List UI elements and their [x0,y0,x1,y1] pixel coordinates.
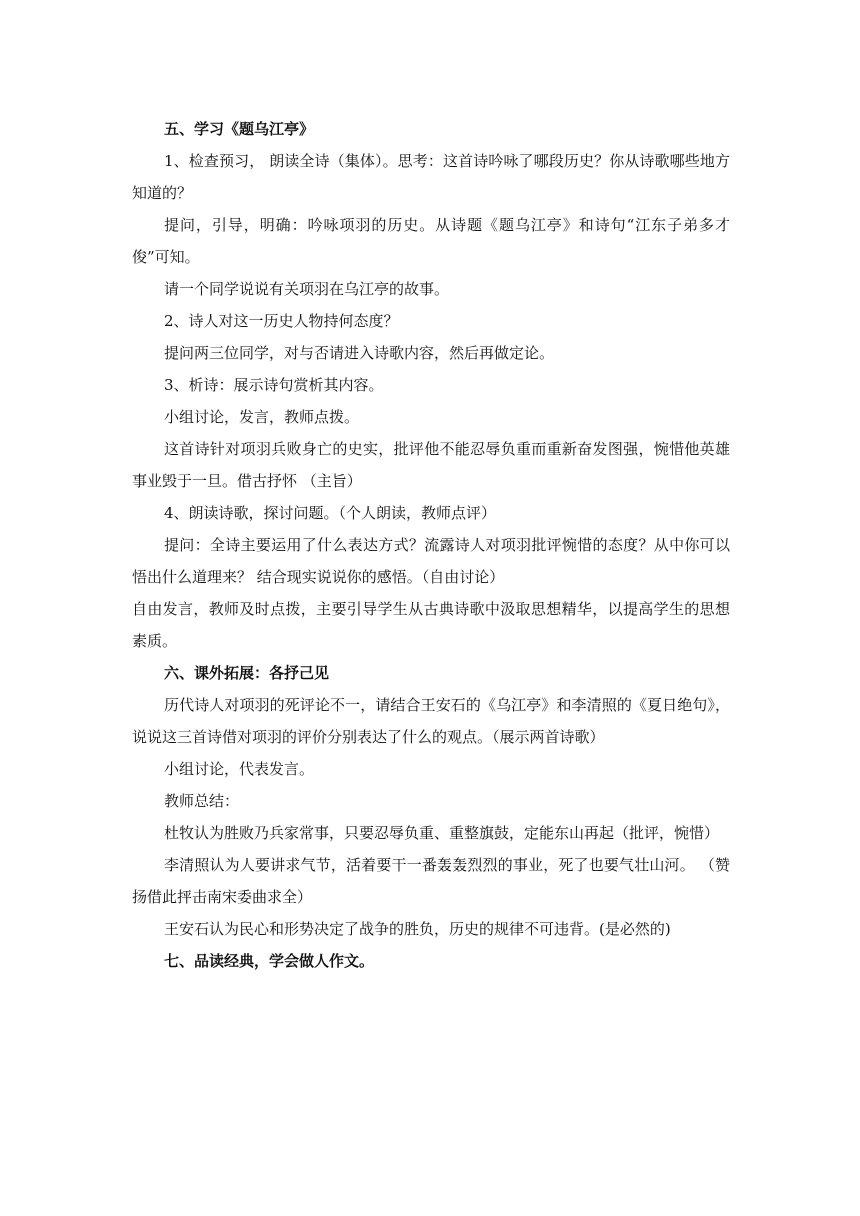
paragraph: 杜牧认为胜败乃兵家常事，只要忍辱负重、重整旗鼓，定能东山再起（批评，惋惜） [164,824,720,842]
paragraph: 提问两三位同学，对与否请进入诗歌内容，然后再做定论。 [164,344,555,362]
paragraph: 小组讨论，发言，教师点拨。 [164,408,360,426]
paragraph: 提问：全诗主要运用了什么表达方式？流露诗人对项羽批评惋惜的态度？从中你可以悟出什么道理来？ 结合现实说说你的感悟。（自由讨论） [132,536,730,586]
paragraph: 3、析诗：展示诗句赏析其内容。 [164,376,384,394]
paragraph-flush: 自由发言，教师及时点拨，主要引导学生从古典诗歌中汲取思想精华，以提高学生的思想素质。 [132,600,730,650]
paragraph: 教师总结： [164,792,240,810]
section-heading-5: 五、学习《题乌江亭》 [164,120,315,138]
paragraph: 历代诗人对项羽的死评论不一，请结合王安石的《乌江亭》和李清照的《夏日绝句》，说说这三首诗借对项羽的评价分别表达了什么的观点。（展示两首诗歌） [132,696,730,746]
paragraph: 4、朗读诗歌，探讨问题。（个人朗读，教师点评） [164,504,497,522]
document-page [132,113,730,977]
paragraph: 小组讨论，代表发言。 [164,760,315,778]
paragraph: 请一个同学说说有关项羽在乌江亭的故事。 [164,280,450,298]
paragraph: 王安石认为民心和形势决定了战争的胜负，历史的规律不可违背。(是必然的) [164,920,671,938]
paragraph: 1、检查预习， 朗读全诗（集体）。思考：这首诗吟咏了哪段历史？你从诗歌哪些地方知道的？ [132,152,730,202]
paragraph: 李清照认为人要讲求气节，活着要干一番轰轰烈烈的事业，死了也要气壮山河。 （赞扬借此抨击南宋委曲求全） [132,856,730,906]
section-heading-6: 六、课外拓展：各抒己见 [164,664,330,682]
paragraph: 提问，引导，明确：吟咏项羽的历史。从诗题《题乌江亭》和诗句“江东子弟多才俊”可知。 [132,216,730,266]
paragraph: 这首诗针对项羽兵败身亡的史实，批评他不能忍辱负重而重新奋发图强，惋惜他英雄事业毁于一旦。借古抒怀 （主旨） [132,440,730,490]
paragraph: 2、诗人对这一历史人物持何态度？ [164,312,399,330]
section-heading-7: 七、品读经典，学会做人作文。 [164,952,375,970]
